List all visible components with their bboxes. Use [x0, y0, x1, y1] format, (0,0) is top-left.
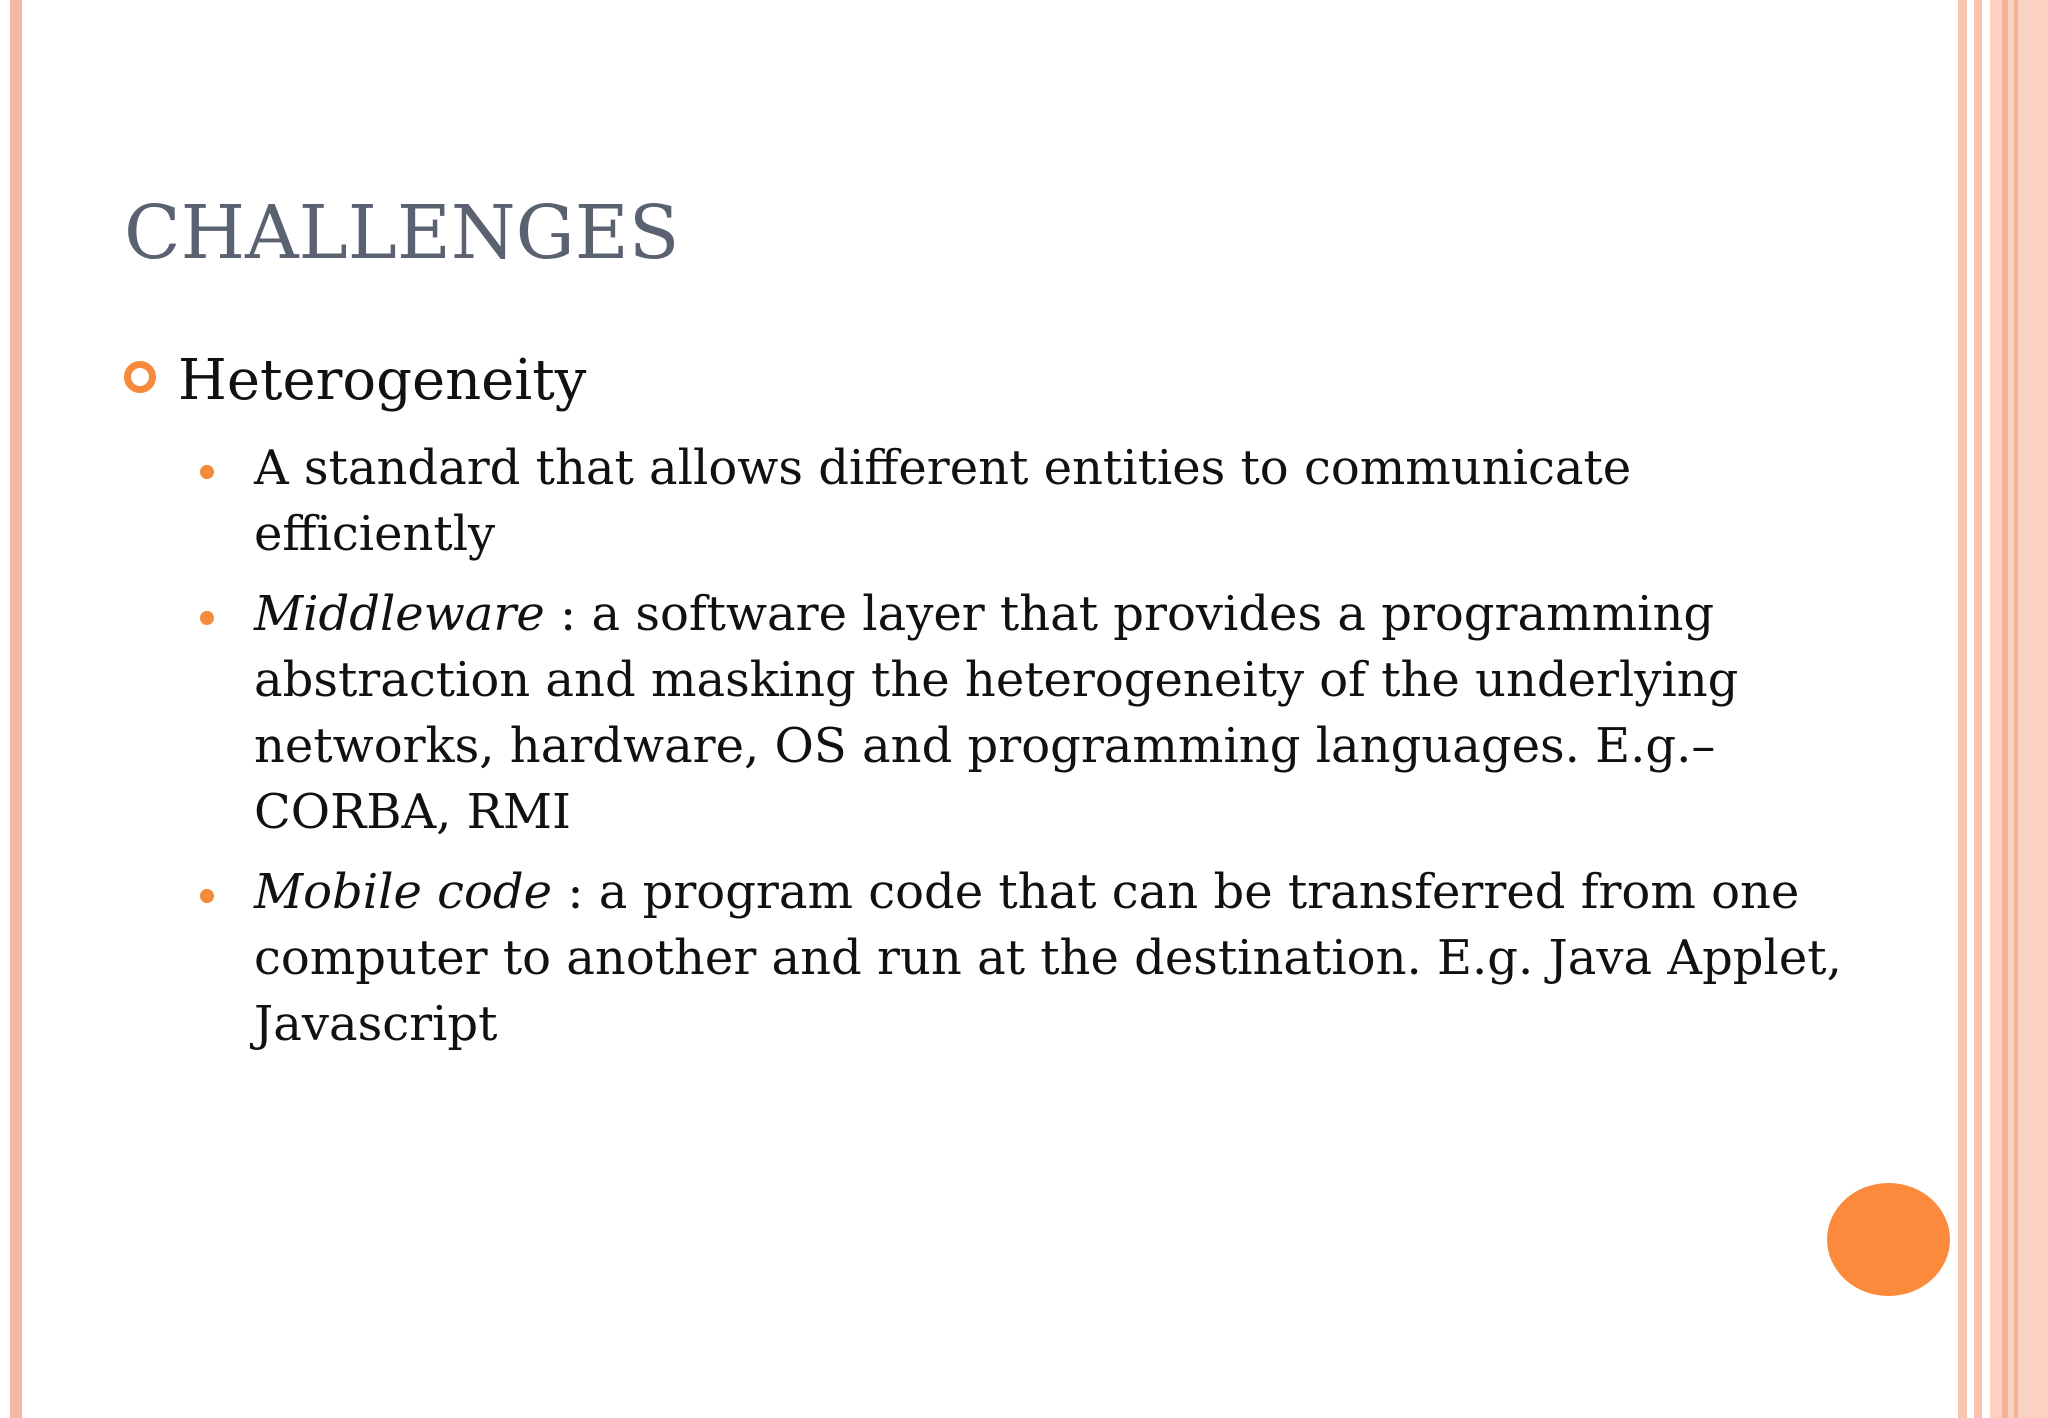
topic-bullet — [124, 345, 586, 417]
topic-label: Heterogeneity — [178, 348, 587, 413]
slide-title: CHALLENGES — [124, 190, 680, 276]
left-border-stripe — [10, 0, 22, 1418]
bullet-text: : a program code that can be transferred from one computer to another and run at the destination. E.g. Java Applet, Javascript — [254, 864, 1842, 1052]
list-item — [196, 581, 1876, 845]
right-border-stripe — [1958, 0, 1967, 1418]
right-border-line — [2014, 0, 2018, 1418]
bullet-term: Mobile code — [254, 864, 553, 920]
right-border-line — [2002, 0, 2008, 1418]
dot-bullet-icon — [200, 611, 214, 625]
dot-bullet-icon — [200, 889, 214, 903]
ring-bullet-icon — [124, 361, 156, 393]
list-item — [196, 859, 1876, 1057]
bullet-text: : a software layer that provides a programming abstraction and masking the heterogeneity of the underlying networks, hardware, OS and programming languages. E.g.– CORBA, RMI — [254, 586, 1739, 840]
right-border-stripe — [1974, 0, 1982, 1418]
bullet-term: Middleware — [254, 586, 545, 642]
right-border-band — [1990, 0, 2048, 1418]
list-item — [196, 435, 1876, 567]
sub-bullet-list — [196, 435, 1876, 1071]
dot-bullet-icon — [200, 465, 214, 479]
bullet-text: A standard that allows different entities to communicate efficiently — [254, 440, 1632, 562]
orange-circle-decoration — [1827, 1183, 1950, 1296]
